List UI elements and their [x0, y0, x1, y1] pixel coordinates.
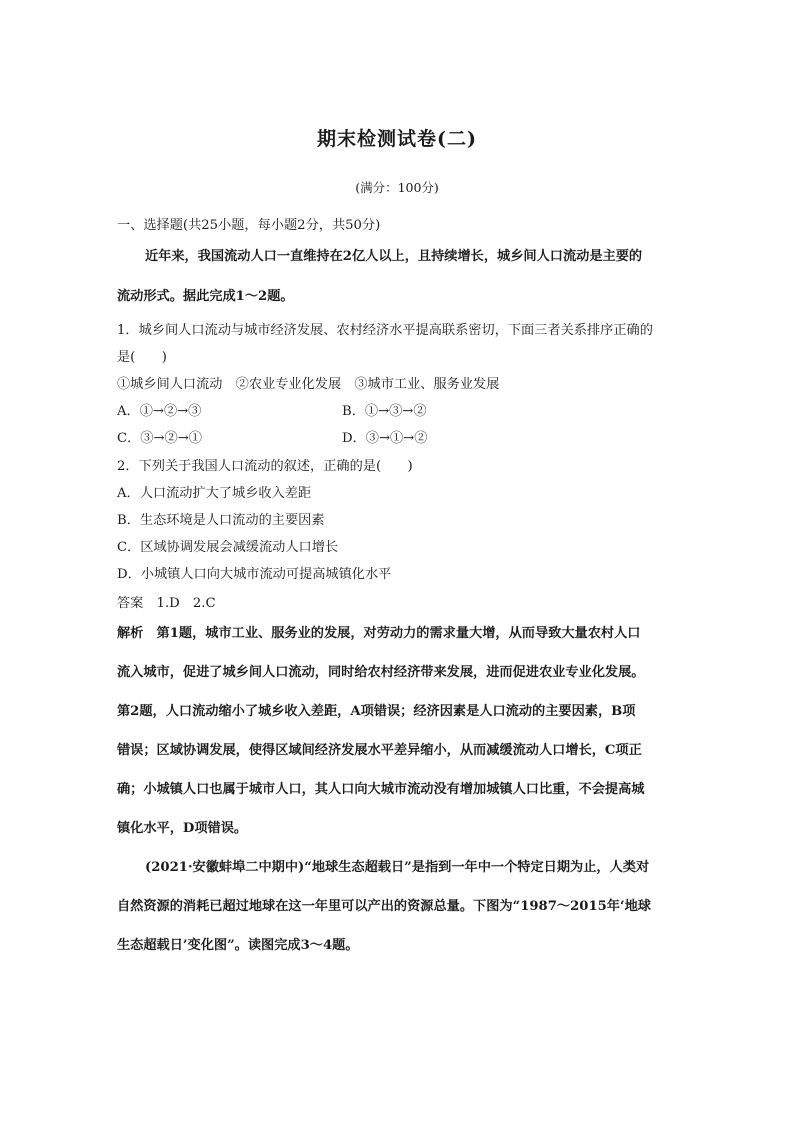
score-note: (满分：100分)	[355, 180, 439, 195]
passage1-line1: 近年来，我国流动人口一直维持在2亿人以上，且持续增长，城乡间人口流动是主要的	[145, 249, 643, 264]
passage2-line2: 自然资源的消耗已超过地球在这一年里可以产出的资源总量。下图为“1987～2015年‘地球	[117, 899, 651, 914]
passage1-line2: 流动形式。据此完成1～2题。	[117, 289, 294, 304]
q2-option-a: A．人口流动扩大了城乡收入差距	[117, 486, 312, 501]
q2-option-c: C．区域协调发展会减缓流动人口增长	[117, 540, 339, 555]
q1-option-a: A．①→②→③	[117, 404, 202, 419]
analysis-line4: 错误；区域协调发展，使得区域间经济发展水平差异缩小，从而减缓流动人口增长，C项正	[117, 743, 642, 758]
q1-option-d: D．③→①→②	[342, 431, 428, 446]
analysis-line5: 确；小城镇人口也属于城市人口，其人口向大城市流动没有增加城镇人口比重，不会提高城	[117, 782, 645, 797]
section-heading: 一、选择题(共25小题，每小题2分，共50分)	[117, 218, 381, 233]
q1-option-b: B．①→③→②	[342, 404, 427, 419]
analysis-line1: 解析 第1题，城市工业、服务业的发展，对劳动力的需求量大增，从而导致大量农村人口	[117, 626, 641, 641]
passage2-line3: 生态超载日’变化图”。读图完成3～4题。	[117, 938, 359, 953]
q1-stem-line2: 是( )	[117, 350, 167, 365]
analysis-line3: 第2题，人口流动缩小了城乡收入差距，A项错误；经济因素是人口流动的主要因素，B项	[117, 704, 636, 719]
q1-stem-line1: 1．城乡间人口流动与城市经济发展、农村经济水平提高联系密切，下面三者关系排序正确的	[117, 323, 653, 338]
exam-title: 期末检测试卷(二)	[317, 128, 477, 150]
q2-stem: 2．下列关于我国人口流动的叙述，正确的是( )	[117, 459, 413, 474]
q2-option-b: B．生态环境是人口流动的主要因素	[117, 513, 325, 528]
q1-items: ①城乡间人口流动 ②农业专业化发展 ③城市工业、服务业发展	[117, 377, 500, 392]
analysis-line2: 流入城市，促进了城乡间人口流动，同时给农村经济带来发展，进而促进农业专业化发展。	[117, 665, 645, 680]
passage2-line1: (2021·安徽蚌埠二中期中)“地球生态超载日”是指到一年中一个特定日期为止，人类对	[145, 860, 650, 875]
answer-line: 答案 1.D 2.C	[117, 596, 216, 611]
analysis-line6: 镇化水平，D项错误。	[117, 821, 248, 836]
q1-option-c: C．③→②→①	[117, 431, 202, 446]
q2-option-d: D．小城镇人口向大城市流动可提高城镇化水平	[117, 567, 392, 582]
